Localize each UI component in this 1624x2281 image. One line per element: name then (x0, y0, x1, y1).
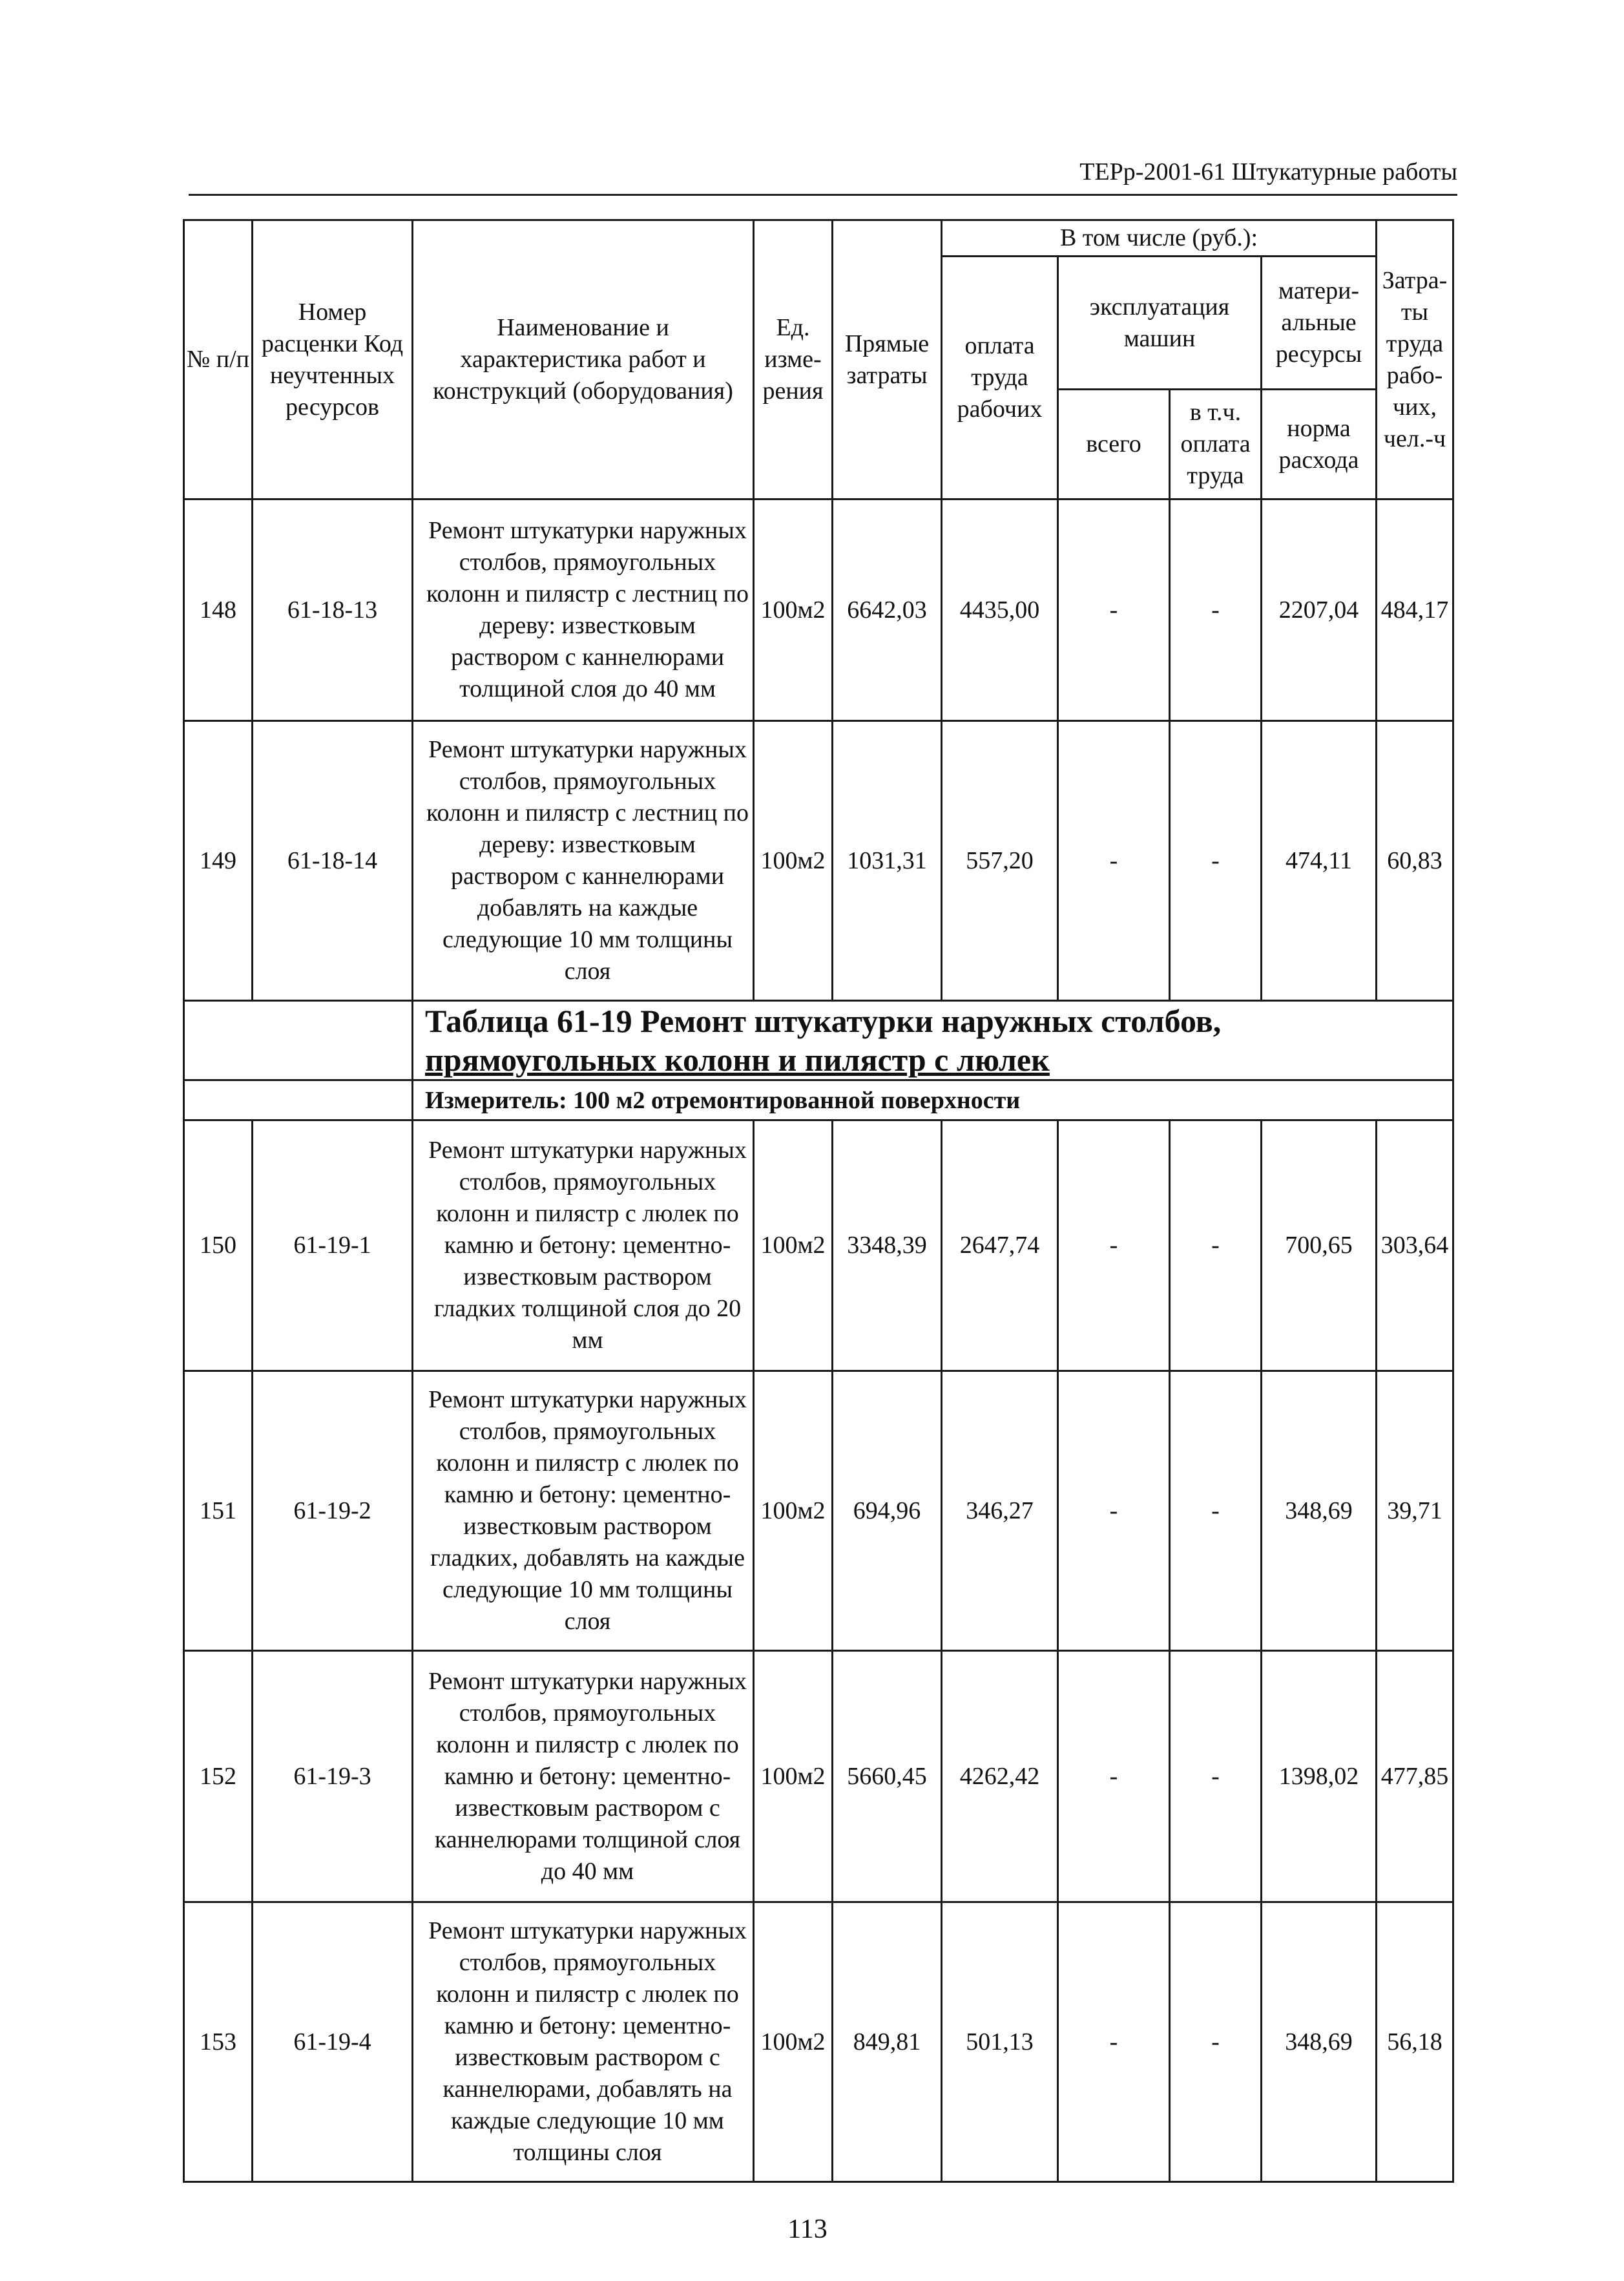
machines-labor-cell: - (1170, 1371, 1262, 1651)
price-table (183, 219, 1454, 2183)
col-header-num: № п/п (184, 220, 253, 499)
labor-pay-cell: 2647,74 (942, 1120, 1058, 1371)
machines-total-cell: - (1058, 721, 1170, 1001)
labor-pay-cell: 4262,42 (942, 1651, 1058, 1902)
materials-cell: 1398,02 (1262, 1651, 1377, 1902)
unit-cell: 100м2 (754, 1651, 833, 1902)
section-title-row (184, 1001, 1453, 1080)
rate-code: 61-19-4 (253, 1902, 413, 2182)
machines-labor-cell: - (1170, 1902, 1262, 2182)
meter-row (184, 1080, 1453, 1120)
row-number: 151 (184, 1371, 253, 1651)
unit-cell: 100м2 (754, 499, 833, 721)
machines-total-cell: - (1058, 1651, 1170, 1902)
materials-cell: 474,11 (1262, 721, 1377, 1001)
table-row (184, 1651, 1453, 1902)
labor-pay-cell: 557,20 (942, 721, 1058, 1001)
header-rule (189, 194, 1457, 196)
machines-labor-cell: - (1170, 499, 1262, 721)
labor-pay-cell: 346,27 (942, 1371, 1058, 1651)
direct-cost-cell: 1031,31 (833, 721, 942, 1001)
machines-total-cell: - (1058, 1120, 1170, 1371)
work-description: Ремонт штукатурки наружных столбов, прямоугольных колонн и пилястр с лестниц по дереву: известковым раствором с каннелюрами добавлять на каждые следующие 10 мм толщины слоя (413, 721, 754, 1001)
work-description: Ремонт штукатурки наружных столбов, прямоугольных колонн и пилястр с люлек по камню и бетону: цементно-известковым раствором гладких, добавлять на каждые следующие 10 мм толщины слоя (413, 1371, 754, 1651)
work-description: Ремонт штукатурки наружных столбов, прямоугольных колонн и пилястр с лестниц по дереву: известковым раствором с каннелюрами толщиной слоя до 40 мм (413, 499, 754, 721)
col-header-labor-cost: Затра-ты труда рабо-чих, чел.-ч (1377, 220, 1453, 499)
row-number: 150 (184, 1120, 253, 1371)
col-header-machines: эксплуатация машин (1058, 257, 1262, 390)
rate-code: 61-19-2 (253, 1371, 413, 1651)
labor-cost-cell: 60,83 (1377, 721, 1453, 1001)
labor-cost-cell: 39,71 (1377, 1371, 1453, 1651)
direct-cost-cell: 694,96 (833, 1371, 942, 1651)
labor-pay-cell: 501,13 (942, 1902, 1058, 2182)
labor-cost-cell: 484,17 (1377, 499, 1453, 721)
col-header-unit: Ед. изме-рения (754, 220, 833, 499)
machines-labor-cell: - (1170, 1651, 1262, 1902)
table-row (184, 1902, 1453, 2182)
row-number: 149 (184, 721, 253, 1001)
page-number: 113 (787, 2214, 828, 2244)
machines-labor-cell: - (1170, 1120, 1262, 1371)
table-row (184, 1371, 1453, 1651)
labor-pay-cell: 4435,00 (942, 499, 1058, 721)
section-title-spacer (184, 1001, 413, 1080)
work-description: Ремонт штукатурки наружных столбов, прямоугольных колонн и пилястр с люлек по камню и бетону: цементно-известковым раствором с каннелюрами, добавлять на каждые следующие 10 мм толщины слоя (413, 1902, 754, 2182)
rate-code: 61-19-3 (253, 1651, 413, 1902)
rate-code: 61-18-14 (253, 721, 413, 1001)
machines-labor-cell: - (1170, 721, 1262, 1001)
machines-total-cell: - (1058, 1902, 1170, 2182)
materials-cell: 700,65 (1262, 1120, 1377, 1371)
row-number: 152 (184, 1651, 253, 1902)
table-row (184, 499, 1453, 721)
labor-cost-cell: 477,85 (1377, 1651, 1453, 1902)
unit-cell: 100м2 (754, 1371, 833, 1651)
col-header-materials: матери-альные ресурсы (1262, 257, 1377, 390)
labor-cost-cell: 303,64 (1377, 1120, 1453, 1371)
col-header-labor-pay: оплата труда рабочих (942, 257, 1058, 499)
materials-cell: 348,69 (1262, 1371, 1377, 1651)
materials-cell: 348,69 (1262, 1902, 1377, 2182)
direct-cost-cell: 5660,45 (833, 1651, 942, 1902)
row-number: 153 (184, 1902, 253, 2182)
section-title (413, 1001, 1453, 1080)
col-header-direct: Прямые затраты (833, 220, 942, 499)
running-title: ТЕРр-2001-61 Штукатурные работы (1079, 158, 1457, 185)
col-header-name: Наименование и характеристика работ и конструкций (оборудования) (413, 220, 754, 499)
table-row (184, 1120, 1453, 1371)
work-description: Ремонт штукатурки наружных столбов, прямоугольных колонн и пилястр с люлек по камню и бетону: цементно-известковым раствором с каннелюрами толщиной слоя до 40 мм (413, 1651, 754, 1902)
unit-cell: 100м2 (754, 1120, 833, 1371)
labor-cost-cell: 56,18 (1377, 1902, 1453, 2182)
direct-cost-cell: 3348,39 (833, 1120, 942, 1371)
rate-code: 61-19-1 (253, 1120, 413, 1371)
direct-cost-cell: 6642,03 (833, 499, 942, 721)
work-description: Ремонт штукатурки наружных столбов, прямоугольных колонн и пилястр с люлек по камню и бетону: цементно-известковым раствором гладких толщиной слоя до 20 мм (413, 1120, 754, 1371)
col-header-machines-labor: в т.ч. оплата труда (1170, 390, 1262, 499)
section-title-line1: Таблица 61-19 Ремонт штукатурки наружных столбов, (425, 1003, 1222, 1039)
section-title-line2: прямоугольных колонн и пилястр с люлек (425, 1042, 1050, 1078)
direct-cost-cell: 849,81 (833, 1902, 942, 2182)
row-number: 148 (184, 499, 253, 721)
col-header-materials-norm: норма расхода (1262, 390, 1377, 499)
section-meter: Измеритель: 100 м2 отремонтированной поверхности (413, 1080, 1453, 1120)
machines-total-cell: - (1058, 1371, 1170, 1651)
unit-cell: 100м2 (754, 1902, 833, 2182)
meter-spacer (184, 1080, 413, 1120)
rate-code: 61-18-13 (253, 499, 413, 721)
machines-total-cell: - (1058, 499, 1170, 721)
materials-cell: 2207,04 (1262, 499, 1377, 721)
unit-cell: 100м2 (754, 721, 833, 1001)
col-header-code: Номер расценки Код неучтенных ресурсов (253, 220, 413, 499)
table-row (184, 721, 1453, 1001)
col-header-machines-total: всего (1058, 390, 1170, 499)
col-header-including: В том числе (руб.): (942, 220, 1377, 257)
